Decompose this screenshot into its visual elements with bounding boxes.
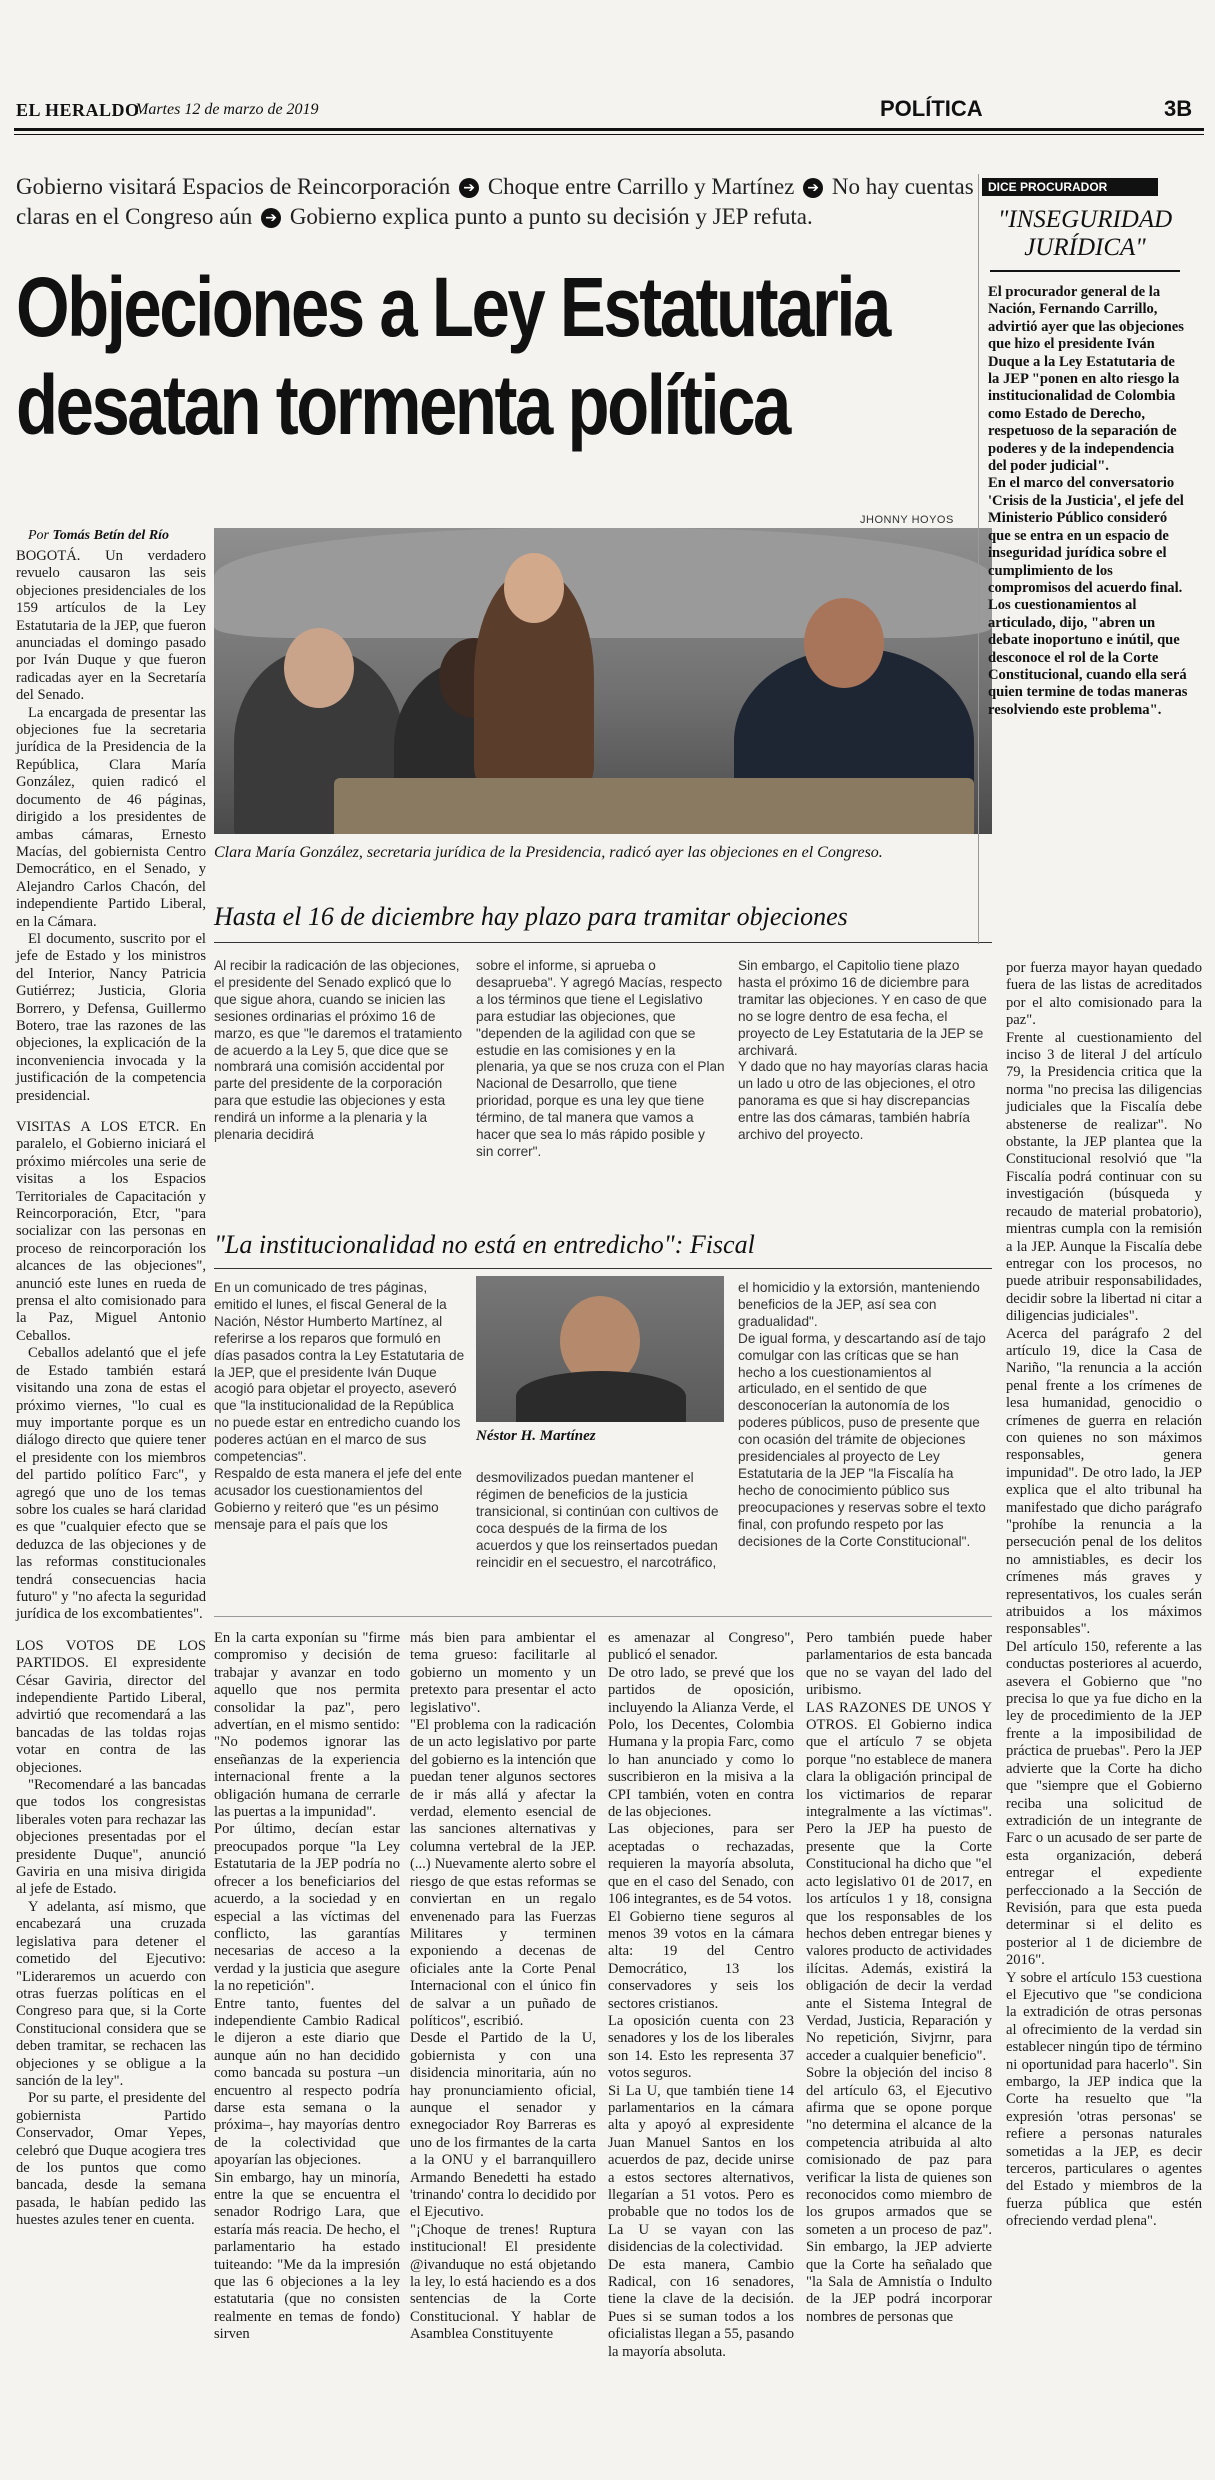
- summary-item: No hay cuentas claras en el Congreso aún: [16, 174, 974, 229]
- newspaper-name: EL HERALDO: [16, 100, 140, 120]
- paragraph: Por su parte, el presidente del gobiernista Partido Conservador, Omar Yepes, celebró que Duque acogiera tres de los puntos que como bancada, desde la semana pasada, le habían pedido las huestes azules tener en cuenta.: [16, 2090, 206, 2229]
- main-photo: [214, 528, 992, 834]
- issue-date: Martes 12 de marzo de 2019: [135, 101, 319, 118]
- paragraph: Y adelanta, así mismo, que encabezará una cruzada legislativa para detener el cometido del Ejecutivo: "Lideraremos un acuerdo con otras fuerzas políticas en el Congreso para que, si la Corte Constitucional considera que se deben tramitar, se rechacen las objeciones y se obligue a la sanción de la ley".: [16, 1898, 206, 2089]
- sidebar-rule: [990, 270, 1180, 272]
- subhead-rule: [214, 942, 992, 943]
- article-column-3: más bien para ambientar el tema grueso: facilitarle al gobierno un momento y un pretexto para presentar el acto legislativo". "El problema con la radicación de un acto legislativo por parte del gobierno es la intención que puedan tener algunos sectores de ir más allá y afectar la verdad, elemento esencial de las sanciones alternativas y columna vertebral de la JEP. (...) Nuevamente alerto sobre el riesgo de que estas reformas se conviertan en un regalo envenenado para las Fuerzas Militares y terminen exponiendo a decenas de oficiales ante la Corte Penal Internacional con el único fin de salvar a un puñado de políticos", escribió. Desde el Partido de la U, gobiernista y con una disidencia minoritaria, aún no hay pronunciamiento oficial, aunque el senador y exnegociador Roy Barreras es uno de los firmantes de la carta a la ONU y el barranquillero Armando Benedetti ha estado 'trinando' contra lo decidido por el Ejecutivo. "¡Choque de trenes! Ruptura institucional! El presidente @ivanduque no está objetando la ley, lo está haciendo es a dos sentencias de la Corte Constitucional. Y hablar de Asamblea Constituyente: [410, 1630, 597, 2343]
- photo-credit: JHONNY HOYOS: [860, 514, 954, 526]
- paragraph: Ceballos adelantó que el jefe de Estado también estará visitando una zona de estas el próximo viernes, "lo cual es muy importante porque es un diálogo directo que quiere tener el presidente con los miembros del partido político Farc", y agregó que uno de los temas sobre los cuales se hará claridad es que "cualquier efecto que se deduzca de las objeciones y de las reformas constitucionales tendrá consecuencias hacia futuro" y "no afecta la seguridad jurídica de los excombatientes".: [16, 1345, 206, 1623]
- fiscal-column-2: desmovilizados puedan mantener el régimen de beneficios de la justicia transicional, si continúan con cultivos de coca después de la firma de los acuerdos y que los reinsertados puedan reincidir en el secuestro, el narcotráfico,: [476, 1470, 719, 1570]
- fiscal-column-3: el homicidio y la extorsión, manteniendo beneficios de la JEP, así sea con gradualidad". De igual forma, y descartando así de tajo comulgar con las críticas que se han hecho a los cuestionamientos al articulado, en el sentido de que desconocerían la autonomía de los poderes públicos, puso de presente que con ocasión del trámite de objeciones presidenciales al proyecto de Ley Estatutaria de la JEP "la Fiscalía ha hecho de conocimiento público sus preocupaciones y reservas sobre el texto final, con profundo respeto por las decisiones de la Corte Constitucional".: [738, 1280, 986, 1549]
- arrow-right-icon: ➔: [261, 208, 281, 228]
- plazo-subhead: Hasta el 16 de diciembre hay plazo para tramitar objeciones: [214, 902, 848, 931]
- column-divider: [978, 174, 979, 944]
- subhead-rule: [214, 1268, 992, 1269]
- page-number: 3B: [1164, 96, 1193, 121]
- header-rule: [14, 128, 1204, 131]
- plazo-column-2: sobre el informe, si aprueba o desaprueba". Y agregó Macías, respecto a los términos que tiene el Legislativo para estudiar las objeciones, que "dependen de la agilidad con que se estudie en las comisiones y en la plenaria, ya que se nos cruza con el Plan Nacional de Desarrollo, que tiene prioridad, porque es una ley que tiene término, de tal manera que vamos a hacer que sea lo más rápido posible y sin correr".: [476, 958, 725, 1159]
- section-name: POLÍTICA: [880, 96, 983, 121]
- sidebar-tag: DICE PROCURADOR: [982, 178, 1158, 196]
- photo-caption: Clara María González, secretaria jurídica de la Presidencia, radicó ayer las objeciones en el Congreso.: [214, 844, 883, 861]
- plazo-column-3: Sin embargo, el Capitolio tiene plazo hasta el próximo 16 de diciembre para tramitar las objeciones. Y en caso de que no se logre dentro de esa fecha, el proyecto de Ley Estatutaria de la JEP se archivará. Y dado que no hay mayorías claras hacia un lado u otro de las objeciones, el otro panorama es que si hay discrepancias entre las dos cámaras, también habría archivo del proyecto.: [738, 958, 988, 1143]
- sidebar-body: El procurador general de la Nación, Fernando Carrillo, advirtió ayer que las objeciones que hizo el presidente Iván Duque a la Ley Estatutaria de la JEP "ponen en alto riesgo la institucionalidad de Colombia como Estado de Derecho, respetuoso de la separación de poderes y de la independencia del poder judicial". En el marco del conversatorio 'Crisis de la Justicia', el jefe del Ministerio Público consideró que se entra en un espacio de inseguridad jurídica sobre el cumplimiento de los compromisos del acuerdo final. Los cuestionamientos al articulado, dijo, "abren un debate inoportuno e inútil, que desconoce el rol de la Corte Constitucional, cuando ella será quien termine de todas maneras resolviendo este problema".: [988, 284, 1188, 718]
- byline: Por Tomás Betín del Río: [28, 528, 170, 543]
- header-rule-thin: [14, 134, 1204, 135]
- summary-item: Gobierno explica punto a punto su decisión y JEP refuta.: [289, 204, 813, 229]
- paragraph: VISITAS A LOS ETCR. En paralelo, el Gobierno iniciará el próximo miércoles una serie de visitas a los Espacios Territoriales de Capacitación y Reincorporación, Etcr, "para socializar con las personas en proceso de reincorporación los alcances de las objeciones", anunció este lunes en rueda de prensa el alto comisionado para la Paz, Miguel Antonio Ceballos.: [16, 1119, 206, 1344]
- sidebar-title: "INSEGURIDAD JURÍDICA": [997, 206, 1173, 261]
- headline-line: Objeciones a Ley Estatutaria: [16, 260, 889, 354]
- author-name: Tomás Betín del Río: [52, 528, 170, 543]
- article-column-2: En la carta exponían su "firme compromiso y decisión de trabajar y avanzar en todo aquello que nos permita consolidar la paz", pero advertían, en el mismo sentido: "No podemos ignorar las enseñanzas de la experiencia internacional frente a la obligación humana de cerrarle las puertas a la impunidad". Por último, decían estar preocupados porque "la Ley Estatutaria de la JEP podría no ofrecer a los beneficiarios del acuerdo, a la sociedad y en especial a las víctimas del conflicto, las garantías necesarias de acceso a la verdad y la justicia que asegure la no repetición". Entre tanto, fuentes del independiente Cambio Radical le dijeron a este diario que aunque aún no han decidido como bancada su postura –un encuentro al respecto podría darse esta semana o la próxima–, hay mayorías dentro de la colectividad que apoyarían las objeciones. Sin embargo, hay un minoría, entre la que se encuentra el senador Rodrigo Lara, que estaría más reacia. De hecho, el parlamentario ha estado tuiteando: "Me da la impresión que las 6 objeciones a la ley estatutaria (que no consisten realmente en temas de fondo) sirven: [214, 1630, 400, 2343]
- fiscal-photo: [476, 1276, 724, 1422]
- arrow-right-icon: ➔: [803, 178, 823, 198]
- headline: [16, 258, 889, 454]
- plazo-column-1: Al recibir la radicación de las objeciones, el presidente del Senado explicó que lo que sigue ahora, cuando se inicien las sesiones ordinarias el próximo 16 de marzo, es que "le daremos el tratamiento de acuerdo a la Ley 5, que dice que se nombrará una comisión accidental por parte del presidente de la corporación para que estudie las objeciones y esta rendirá un informe a la plenaria y la plenaria decidirá: [214, 958, 463, 1143]
- article-column-6: por fuerza mayor hayan quedado fuera de las listas de acreditados por el alto comisionado para la paz". Frente al cuestionamiento del inciso 3 de literal J del artículo 79, la Presidencia critica que la norma "no precisa las diligencias judiciales que la Fiscalía debe abstenerse de realizar". No obstante, la JEP plantea que la Constitucional resolvió que "la Fiscalía podrá continuar con su investigación (búsqueda y recaudo de material probatorio), mientras cumpla con la remisión a la JEP. Aunque la Fiscalía debe entregar con los procesos, no puede atribuir responsabilidades, decidir sobre la libertad ni citar a diligencias judiciales". Acerca del parágrafo 2 del artículo 19, dice la Casa de Nariño, "la renuncia a la acción penal frente a los crímenes de lesa humanidad, genocidio o crímenes de guerra en relación con quienes no son máximos responsables, genera impunidad". De otro lado, la JEP explica que el alto tribunal ha manifestado que dicho parágrafo "prohíbe la renuncia a la persecución penal de los delitos no amnistiables, es decir los crímenes más graves y representativos, los cuales serán atribuidos a los máximos responsables". Del artículo 150, referente a las conductas posteriores al acuerdo, asevera el Gobierno que "no precisa lo que ya fue dicho en la ley de procedimiento de la JEP frente a la imposibilidad de práctica de pruebas". Pero la JEP advierte que la Corte ha dicho que "siempre que el Gobierno reciba una solicitud de extradición de un integrante de Farc o un acusado de ser parte de esta organización, deberá entregar el expediente perfeccionado a la Sección de Revisión, para que esta pueda determinar si el delito es posterior al 1 de diciembre de 2016". Y sobre el artículo 153 cuestiona el Ejecutivo que "se condiciona la extradición de otras personas al ofrecimiento de la verdad sin establecer ningún tipo de término ni oportunidad para hacerlo". Sin embargo, la JEP indica que la Corte ha resuelto que "la expresión 'otras personas' se refiere a personas naturales sometidas a la JEP, es decir terceros, particulares o agentes del Estado y miembros de la fuerza pública que estén ofreciendo verdad plena".: [1006, 960, 1202, 2230]
- summary-line: [16, 172, 976, 232]
- summary-item: Gobierno visitará Espacios de Reincorporación: [16, 174, 451, 199]
- paragraph: LOS VOTOS DE LOS PARTIDOS. El expresidente César Gaviria, director del independiente Partido Liberal, advirtió que recomendará a las bancadas de las toldas rojas votar en contra de las objeciones.: [16, 1637, 206, 1776]
- headline-line: desatan tormenta política: [16, 358, 789, 452]
- paragraph: El documento, suscrito por el jefe de Estado y los ministros del Interior, Nancy Patricia Gutiérrez; Justicia, Gloria Borrero, y Defensa, Guillermo Botero, trae las razones de las objeciones, la explicación de la inconveniencia invocada y la justificación de la competencia presidencial.: [16, 930, 206, 1104]
- fiscal-subhead: "La institucionalidad no está en entredicho": Fiscal: [214, 1230, 755, 1259]
- article-column-1: [16, 548, 206, 2230]
- paragraph: BOGOTÁ. Un verdadero revuelo causaron las seis objeciones presidenciales de los 159 artículos de la Ley Estatutaria de la JEP, que fueron anunciadas el domingo pasado por Iván Duque y que fueron radicadas ayer en la Secretaría del Senado.: [16, 548, 206, 704]
- fiscal-column-1: En un comunicado de tres páginas, emitido el lunes, el fiscal General de la Nación, Néstor Humberto Martínez, al referirse a los reparos que formuló en días pasados contra la Ley Estatutaria de la JEP, que el presidente Iván Duque acogió para objetar el proyecto, aseveró que "la institucionalidad de la República no puede estar en entredicho cuando los poderes actúan en el marco de sus competencias". Respaldo de esta manera el jefe del ente acusador los cuestionamientos del Gobierno y reiteró que "es un pésimo mensaje para el país que los: [214, 1280, 465, 1532]
- paragraph: La encargada de presentar las objeciones fue la secretaria jurídica de la Presidencia de la República, Clara María González, quien radicó el documento de 46 páginas, dirigido a los presidentes de ambas cámaras, Ernesto Macías, del gobiernista Centro Democrático, en el Senado, y Alejandro Carlos Chacón, del independiente Partido Liberal, en la Cámara.: [16, 704, 206, 930]
- fiscal-photo-caption: Néstor H. Martínez: [476, 1428, 596, 1444]
- article-column-5: Pero también puede haber parlamentarios de esta bancada que no se vayan del lado del uribismo. LAS RAZONES DE UNOS Y OTROS. El Gobierno indica que el artículo 7 se objeta porque "no establece de manera clara la obligación principal de los victimarios de reparar integralmente a las víctimas". Pero la JEP ha puesto de presente que la Corte Constitucional ha dicho que "el acto legislativo 01 de 2017, en los artículos 1 y 18, consigna que los responsables de los hechos deben entregar bienes y valores producto de actividades ilícitas. Además, existirá la obligación de decir la verdad ante el Sistema Integral de Verdad, Justicia, Reparación y No repetición, Sivjrnr, para acceder a cualquier beneficio". Sobre la objeción del inciso 8 del artículo 63, el Ejecutivo afirma que se opone porque "no determina el alcance de la competencia atribuida al alto comisionado de paz para verificar la lista de quienes son reconocidos como miembro de los grupos armados que se someten a un proceso de paz". Sin embargo, la JEP advierte que la Corte ha señalado que "la Sala de Amnistía o Indulto de la JEP podrá incorporar nombres de personas que: [806, 1630, 992, 2325]
- box-rule: [214, 1616, 992, 1617]
- arrow-right-icon: ➔: [459, 178, 479, 198]
- summary-item: Choque entre Carrillo y Martínez: [487, 174, 795, 199]
- article-column-4: es amenazar al Congreso", publicó el senador. De otro lado, se prevé que los partidos de oposición, incluyendo la Alianza Verde, el Polo, los Decentes, Colombia Humana y la propia Farc, como lo han anunciado y como lo suscribieron en la misiva a la CPI también, voten en contra de las objeciones. Las objeciones, para ser aceptadas o rechazadas, requieren la mayoría absoluta, que en el caso del Senado, con 106 integrantes, es de 54 votos. El Gobierno tiene seguros al menos 39 votos en la cámara alta: 19 del Centro Democrático, 13 los conservadores y seis los sectores cristianos. La oposición cuenta con 23 senadores y los de los liberales son 14. Esto les representa 37 votos seguros. Si La U, que también tiene 14 parlamentarios en la cámara alta y apoyó al expresidente Juan Manuel Santos en los acuerdos de paz, decide unirse a estos sectores alternativos, llegarían a 51 votos. Pero es probable que no todos los de La U se vayan con las disidencias de la colectividad. De esta manera, Cambio Radical, con 16 senadores, tiene la clave de la decisión. Pues si se suman todos a los oficialistas llegan a 55, pasando la mayoría absoluta.: [608, 1630, 795, 2360]
- paragraph: "Recomendaré a las bancadas que todos los congresistas liberales voten para rechazar las objeciones presentadas por el presidente Duque", anunció Gaviria en una misiva dirigida al jefe de Estado.: [16, 1777, 206, 1898]
